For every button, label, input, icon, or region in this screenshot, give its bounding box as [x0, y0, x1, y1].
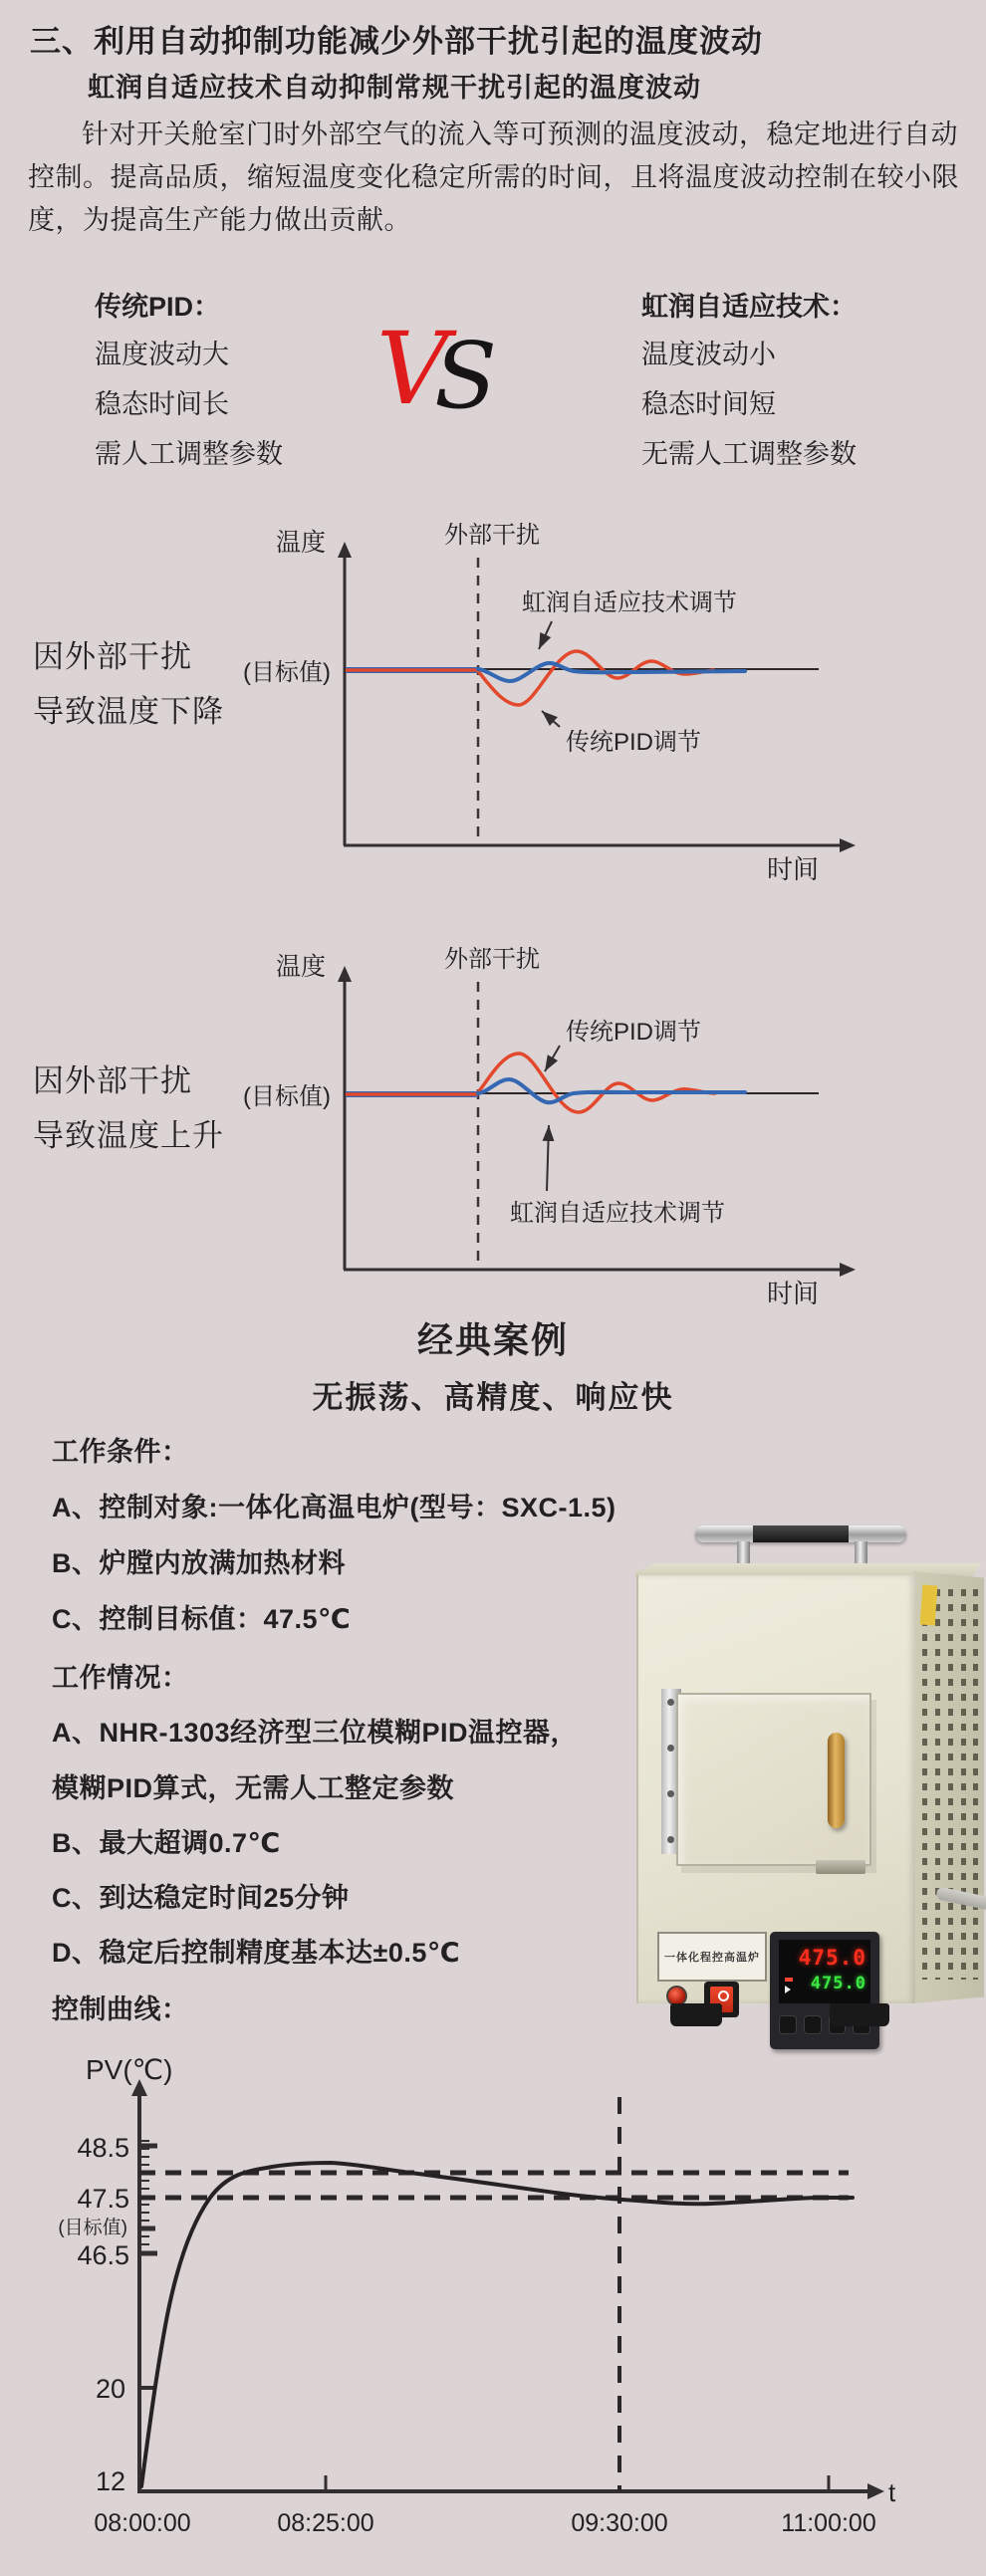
adaptive-curve	[478, 1079, 745, 1102]
furnace-front-panel	[636, 1575, 915, 2003]
sv-readout: 475.0	[810, 1974, 866, 1993]
door-latch	[816, 1860, 865, 1874]
furnace-door	[676, 1693, 871, 1866]
case-status-a: A、NHR-1303经济型三位模糊PID温控器，	[52, 1718, 579, 1748]
screw-icon	[667, 1699, 674, 1706]
control-curve-heading: 控制曲线：	[52, 1994, 189, 2024]
pid-curve-label: 传统PID调节	[566, 1019, 702, 1046]
case-status-a2: 模糊PID算式，无需人工整定参数	[52, 1773, 455, 1803]
chart-control-curve	[0, 2041, 986, 2559]
case-status-heading: 工作情况：	[52, 1663, 189, 1693]
xtick-1100: 11:00:00	[781, 2509, 876, 2537]
vent-slots	[935, 1589, 940, 1980]
case-status-c: C、到达稳定时间25分钟	[52, 1883, 350, 1913]
vent-slots	[948, 1589, 953, 1980]
xtick-0825: 08:25:00	[277, 2509, 374, 2537]
adaptive-pointer-arrow-icon	[539, 621, 552, 649]
target-label: (目标值)	[243, 1083, 331, 1110]
ytick-48-5: 48.5	[77, 2133, 129, 2163]
adaptive-curve-label: 虹润自适应技术调节	[522, 589, 737, 616]
case-condition-a: A、控制对象:一体化高温电炉(型号：SXC-1.5)	[52, 1493, 616, 1522]
target-label: (目标值)	[243, 659, 331, 686]
screw-icon	[667, 1836, 674, 1843]
y-axis-major-ticks	[140, 2146, 157, 2388]
adaptive-item-1: 温度波动小	[641, 340, 776, 369]
disturbance-label: 外部干扰	[444, 522, 540, 549]
xtick-0930: 09:30:00	[571, 2509, 668, 2537]
pid-item-3: 需人工调整参数	[95, 439, 283, 469]
ytick-46-5: 46.5	[77, 2240, 129, 2270]
furnace-handle-grip	[753, 1525, 849, 1542]
pv-readout: 475.0	[798, 1946, 866, 1970]
pid-column-title: 传统PID：	[95, 292, 221, 322]
case-status-d: D、稳定后控制精度基本达±0.5℃	[52, 1938, 461, 1968]
y-axis-arrow-icon	[338, 542, 352, 558]
chart-drop-side-line1: 因外部干扰	[33, 639, 192, 674]
temperature-controller	[770, 1932, 879, 2049]
adaptive-column-title: 虹润自适应技术：	[641, 292, 857, 322]
ytick-47-5: 47.5	[77, 2184, 129, 2214]
adaptive-pointer-arrow-icon	[547, 1125, 549, 1191]
chart-drop-side-line2: 导致温度下降	[33, 694, 224, 729]
door-handle	[828, 1733, 845, 1828]
furnace-side-panel	[913, 1571, 984, 2003]
vs-mark	[376, 311, 526, 430]
pid-item-2: 稳态时间长	[95, 389, 229, 419]
vent-slots	[973, 1589, 978, 1980]
adaptive-curve-label: 虹润自适应技术调节	[510, 1200, 725, 1227]
x-axis-label: 时间	[767, 1279, 820, 1308]
page-title: 三、利用自动抑制功能减少外部干扰引起的温度波动	[30, 24, 763, 59]
x-axis-arrow-icon	[840, 1263, 856, 1277]
x-axis-label: t	[888, 2477, 896, 2507]
y-axis-label: PV(℃)	[86, 2054, 173, 2085]
intro-paragraph: 针对开关舱室门时外部空气的流入等可预测的温度波动，稳定地进行自动控制。提高品质，缩短温度变化稳定所需的时间，且将温度波动控制在较小限度，为提高生产能力做出贡献。	[28, 119, 959, 235]
screw-icon	[667, 1745, 674, 1752]
chart-temperature-rise	[0, 936, 986, 1309]
furnace-photo	[625, 1514, 986, 2036]
case-conditions-heading: 工作条件：	[52, 1437, 189, 1467]
ytick-20: 20	[95, 2374, 125, 2404]
name-plate	[657, 1932, 767, 1982]
controller-button	[779, 2015, 797, 2034]
case-condition-b: B、炉膛内放满加热材料	[52, 1548, 346, 1578]
disturbance-label: 外部干扰	[444, 946, 540, 973]
name-plate-text: 一体化程控高温炉	[664, 1952, 760, 1964]
vs-letter-s: S	[434, 323, 498, 429]
target-note: (目标值)	[58, 2218, 127, 2238]
y-axis-label: 温度	[276, 953, 327, 981]
pid-pointer-arrow-icon	[545, 1046, 560, 1071]
y-axis-arrow-icon	[338, 966, 352, 982]
case-status-b: B、最大超调0.7℃	[52, 1828, 281, 1858]
screw-icon	[667, 1790, 674, 1797]
vent-slots	[961, 1589, 966, 1980]
x-axis-ticks	[326, 2475, 829, 2491]
chart-rise-side-line2: 导致温度上升	[33, 1118, 224, 1153]
pid-curve-label: 传统PID调节	[566, 729, 702, 756]
chart-rise-side-line1: 因外部干扰	[33, 1063, 192, 1098]
furnace-foot	[670, 2003, 722, 2026]
xtick-0800: 08:00:00	[94, 2509, 191, 2537]
case-subtitle: 无振荡、高精度、响应快	[312, 1380, 674, 1415]
case-title: 经典案例	[416, 1319, 569, 1360]
pv-curve	[141, 2163, 853, 2486]
y-axis-label: 温度	[276, 529, 327, 557]
x-axis-arrow-icon	[867, 2483, 884, 2499]
furnace-foot	[830, 2003, 889, 2026]
warning-sticker	[920, 1585, 938, 1626]
x-axis-arrow-icon	[840, 838, 856, 852]
vent-slots	[922, 1589, 927, 1980]
page-subtitle: 虹润自适应技术自动抑制常规干扰引起的温度波动	[88, 73, 701, 103]
pid-curve	[478, 1054, 715, 1112]
x-axis-label: 时间	[767, 854, 820, 884]
adaptive-item-2: 稳态时间短	[641, 389, 776, 419]
adaptive-item-3: 无需人工调整参数	[641, 439, 857, 469]
chart-temperature-drop	[0, 518, 986, 886]
case-condition-c: C、控制目标值：47.5℃	[52, 1604, 352, 1634]
controller-button	[804, 2015, 822, 2034]
ytick-12: 12	[95, 2466, 125, 2496]
pid-item-1: 温度波动大	[95, 340, 229, 369]
pid-pointer-arrow-icon	[542, 711, 560, 727]
vs-letter-v: V	[376, 311, 449, 427]
controller-display	[779, 1940, 870, 2003]
pid-curve	[478, 651, 713, 705]
